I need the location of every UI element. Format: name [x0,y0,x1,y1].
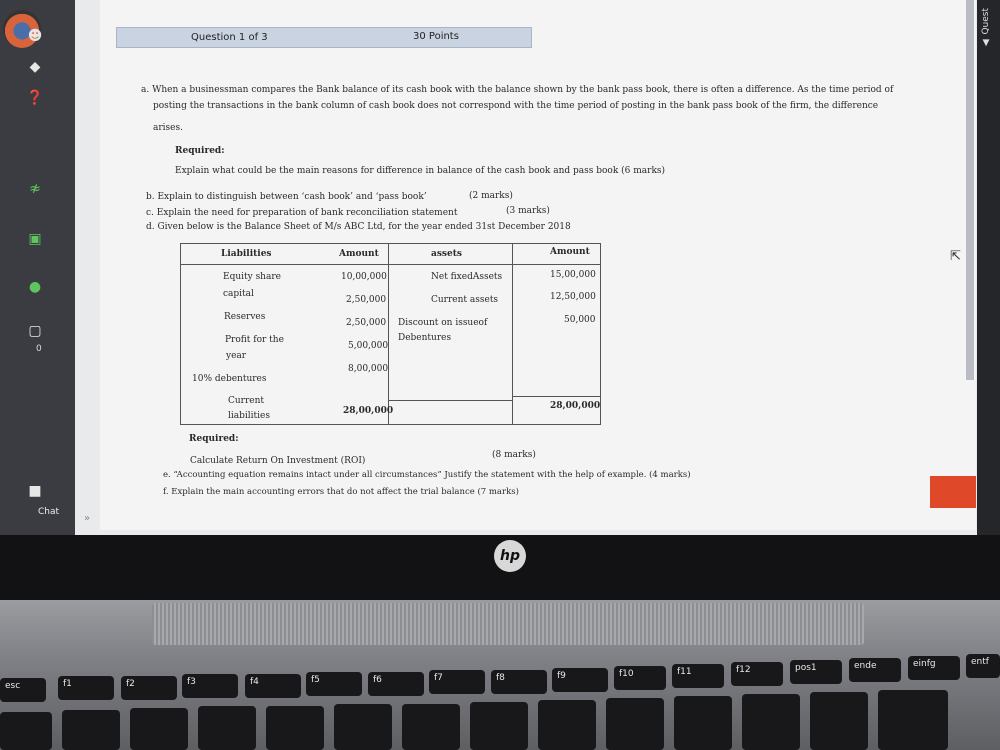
question-number: Question 1 of 3 [191,32,268,43]
key-f1[interactable]: f1 [58,676,114,700]
liability-current-2: liabilities [228,411,270,421]
asset-discount-2: Debentures [398,333,452,343]
scrollbar[interactable] [966,0,974,380]
liability-reserves: Reserves [224,312,266,322]
liability-equity-1: Equity share [223,272,281,282]
asset-fixed-amount: 15,00,000 [550,270,596,280]
asset-fixed: Net fixedAssets [431,272,503,282]
explore-icon[interactable]: ◆ [29,59,41,75]
asset-current-amount: 12,50,000 [550,292,596,302]
liability-debentures: 10% debentures [192,374,267,384]
key-row-7[interactable] [402,704,460,750]
microphone-icon[interactable]: ● [28,279,42,295]
key-f12[interactable]: f12 [731,662,783,686]
liability-row5-amount: 8,00,000 [348,364,389,374]
mouse-cursor-icon: ⇱ [950,249,961,264]
header-assets: assets [431,249,462,259]
task-d: d. Given below is the Balance Sheet of M/s ABC Ltd, for the year ended 31st December 2018 [146,222,571,232]
key-f4[interactable]: f4 [245,674,301,698]
key-f2[interactable]: f2 [121,676,177,700]
header-amount-right: Amount [550,247,590,257]
right-panel-label[interactable]: ▲ Quest [981,8,991,48]
key-row-8[interactable] [470,702,528,750]
key-row-3[interactable] [130,708,188,750]
people-icon[interactable]: ☻ [27,28,43,44]
task-e: e. “Accounting equation remains intact under all circumstances” Justify the statement with the help of example. (4 marks) [163,470,691,480]
key-row-2[interactable] [62,710,120,750]
liability-profit-amount: 5,00,000 [348,341,389,351]
required-heading-2: Required: [189,434,239,444]
asset-discount-1: Discount on issueof [398,318,488,328]
header-liabilities: Liabilities [221,249,272,259]
liability-equity-amount: 10,00,000 [341,272,387,282]
key-f8[interactable]: f8 [491,670,547,694]
liability-reserves-amount: 2,50,000 [346,318,387,328]
key-f5[interactable]: f5 [306,672,362,696]
key-f3[interactable]: f3 [182,674,238,698]
key-f6[interactable]: f6 [368,672,424,696]
key-f11[interactable]: f11 [672,664,724,688]
hp-logo: hp [494,540,526,572]
camera-icon[interactable]: ▣ [28,231,42,247]
key-row-13[interactable] [810,692,868,750]
task-a: Explain what could be the main reasons for difference in balance of the cash book and pass book (6 marks) [175,166,666,176]
header-amount-left: Amount [339,249,379,259]
key-ende[interactable]: ende [849,658,901,682]
sidebar [0,0,75,535]
asset-current: Current assets [431,295,499,305]
key-row-6[interactable] [334,704,392,750]
chat-label[interactable]: Chat [38,507,60,517]
expand-chevron-icon[interactable]: » [84,513,91,524]
key-row-1[interactable] [0,712,52,750]
key-pos1[interactable]: pos1 [790,660,842,684]
task-b: b. Explain to distinguish between ‘cash book’ and ‘pass book’ [146,192,427,202]
roi-task: Calculate Return On Investment (ROI) [190,456,366,466]
key-row-10[interactable] [606,698,664,750]
key-backspace[interactable] [878,690,948,750]
liability-current-1: Current [228,396,265,406]
intro-line-2: posting the transactions in the bank column of cash book does not correspond with the time period of posting in the bank pass book of the firm, the difference [153,101,879,111]
liability-profit-2: year [226,351,247,361]
key-row-12[interactable] [742,694,800,750]
task-c: c. Explain the need for preparation of bank reconciliation statement [146,208,458,218]
key-f10[interactable]: f10 [614,666,666,690]
help-icon[interactable]: ❓ [26,90,44,106]
balance-sheet-table [180,243,601,425]
liability-row2-amount: 2,50,000 [346,295,387,305]
asset-discount-amount: 50,000 [564,315,596,325]
sidebar-count: 0 [36,344,42,354]
task-b-marks: (2 marks) [469,191,513,201]
task-c-marks: (3 marks) [506,206,550,216]
total-left: 28,00,000 [343,406,394,416]
red-overlay-block [930,476,976,508]
key-row-5[interactable] [266,706,324,750]
document-icon[interactable]: ▢ [28,323,42,339]
key-row-11[interactable] [674,696,732,750]
intro-line-1: a. When a businessman compares the Bank balance of its cash book with the balance shown by the bank pass book, there is often a difference. As the time period of [141,85,894,95]
roi-marks: (8 marks) [492,450,536,460]
liability-profit-1: Profit for the [225,335,284,345]
key-f9[interactable]: f9 [552,668,608,692]
total-right: 28,00,000 [550,401,601,411]
key-f7[interactable]: f7 [429,670,485,694]
wifi-icon: ≉ [29,181,41,197]
intro-line-3: arises. [153,123,183,133]
speaker-grille [152,603,864,645]
chat-icon[interactable]: ■ [28,483,42,499]
key-row-4[interactable] [198,706,256,750]
question-bar [116,27,532,48]
key-esc[interactable]: esc [0,678,46,702]
required-heading-1: Required: [175,146,225,156]
liability-equity-2: capital [223,289,254,299]
key-entf[interactable]: entf [966,654,1000,678]
key-einfg[interactable]: einfg [908,656,960,680]
task-f: f. Explain the main accounting errors that do not affect the trial balance (7 marks) [163,487,519,497]
question-points: 30 Points [413,31,459,42]
right-panel-strip[interactable] [977,0,1000,535]
key-row-9[interactable] [538,700,596,750]
